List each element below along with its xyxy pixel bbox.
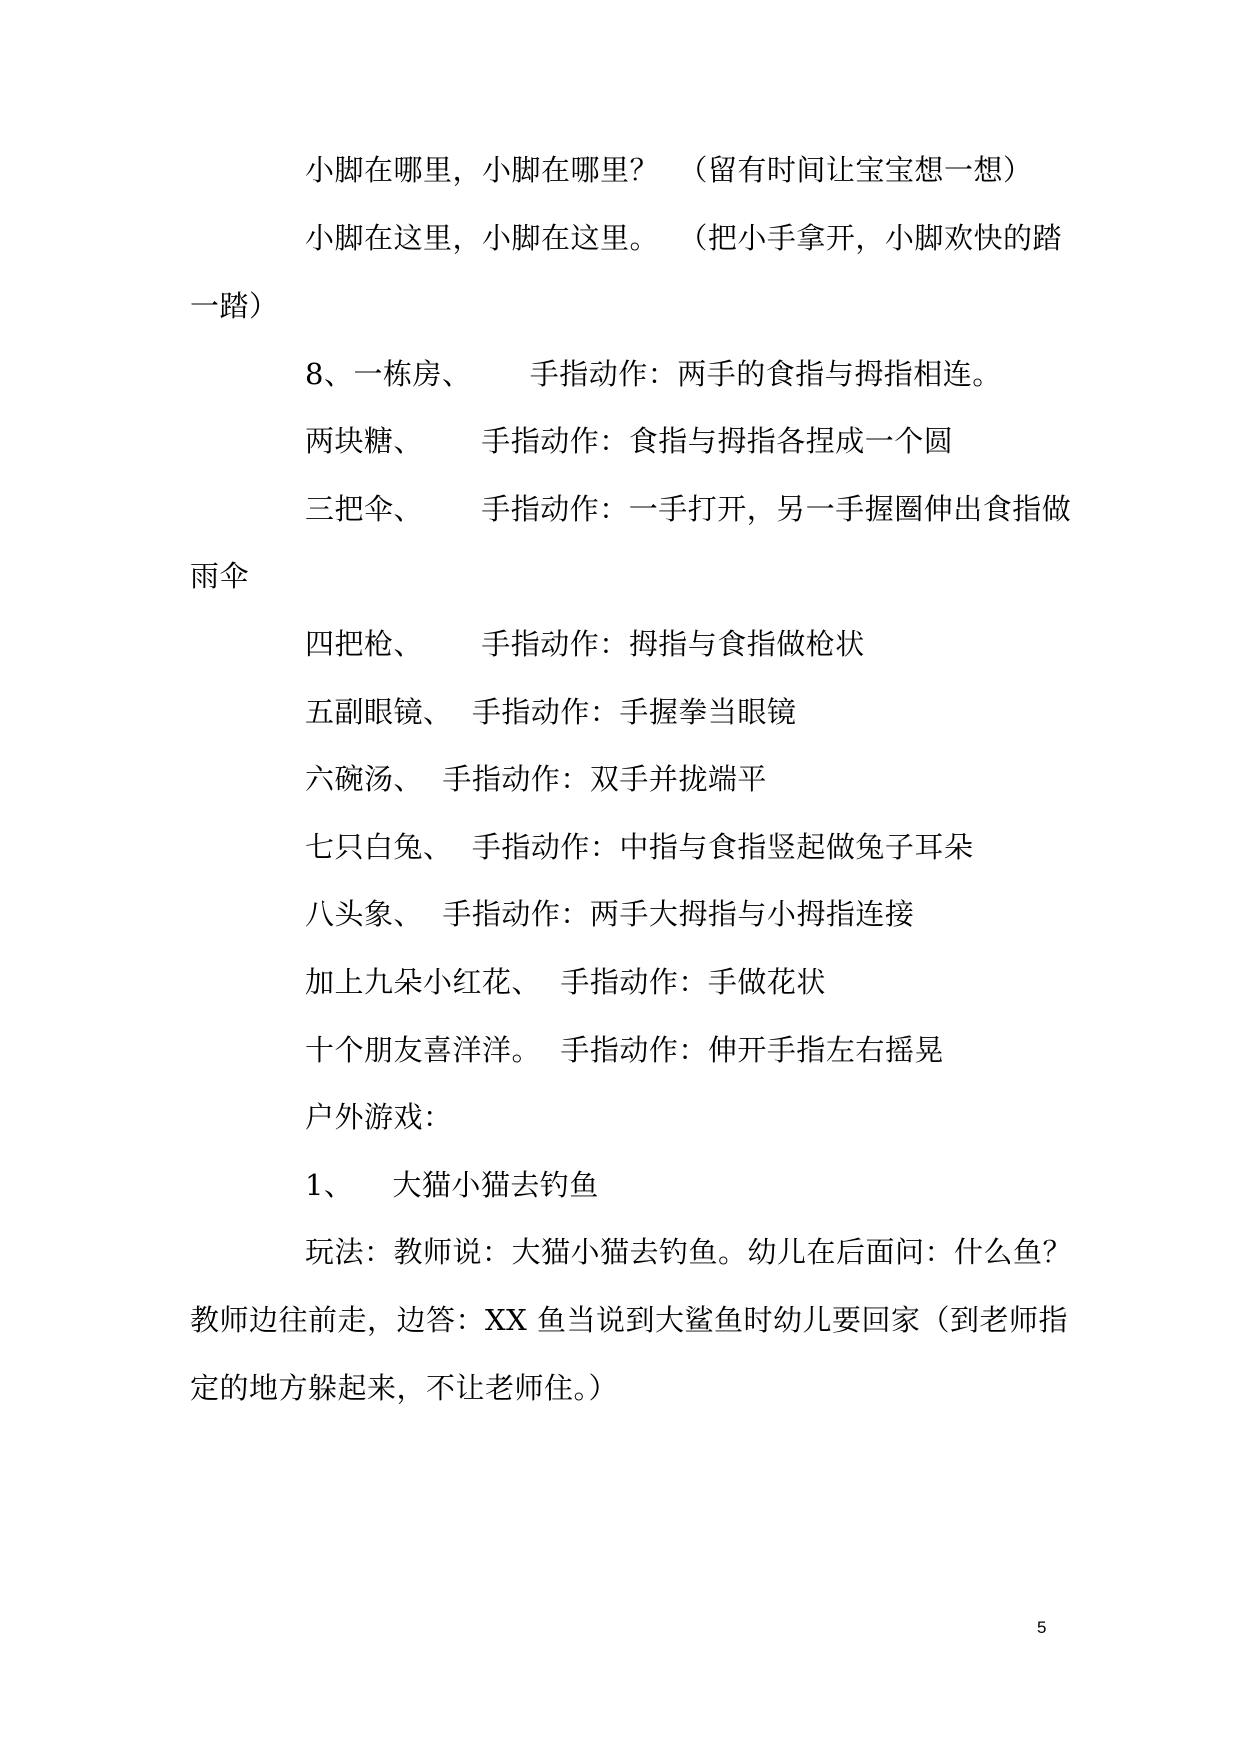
text-line: 一踏）	[190, 289, 279, 323]
text-line: 定的地方躲起来，不让老师住。）	[190, 1371, 619, 1405]
text-line: 七只白兔、 手指动作：中指与食指竖起做兔子耳朵	[305, 830, 974, 864]
text-line: 八头象、 手指动作：两手大拇指与小拇指连接	[305, 897, 915, 931]
text-line: 小脚在哪里，小脚在哪里？ （留有时间让宝宝想一想）	[305, 153, 1033, 187]
text-line: 教师边往前走，边答：XX 鱼当说到大鲨鱼时幼儿要回家（到老师指	[190, 1303, 1069, 1337]
text-line: 三把伞、 手指动作：一手打开，另一手握圈伸出食指做	[305, 492, 1072, 526]
page-number: 5	[1037, 1618, 1047, 1637]
text-line: 小脚在这里，小脚在这里。 （把小手拿开，小脚欢快的踏	[305, 221, 1062, 255]
text-line: 五副眼镜、 手指动作：手握拳当眼镜	[305, 695, 797, 729]
text-line: 1、 大猫小猫去钓鱼	[305, 1168, 599, 1202]
text-line: 户外游戏：	[305, 1100, 453, 1134]
text-line: 十个朋友喜洋洋。 手指动作：伸开手指左右摇晃	[305, 1033, 944, 1067]
text-line: 六碗汤、 手指动作：双手并拢端平	[305, 762, 767, 796]
text-line: 四把枪、 手指动作：拇指与食指做枪状	[305, 627, 865, 661]
text-line: 两块糖、 手指动作：食指与拇指各捏成一个圆	[305, 424, 954, 458]
text-line: 加上九朵小红花、 手指动作：手做花状	[305, 965, 826, 999]
text-line: 玩法：教师说：大猫小猫去钓鱼。幼儿在后面问：什么鱼？	[305, 1235, 1073, 1269]
text-line: 雨伞	[190, 559, 250, 593]
text-line: 8、一栋房、 手指动作：两手的食指与拇指相连。	[305, 357, 1002, 391]
